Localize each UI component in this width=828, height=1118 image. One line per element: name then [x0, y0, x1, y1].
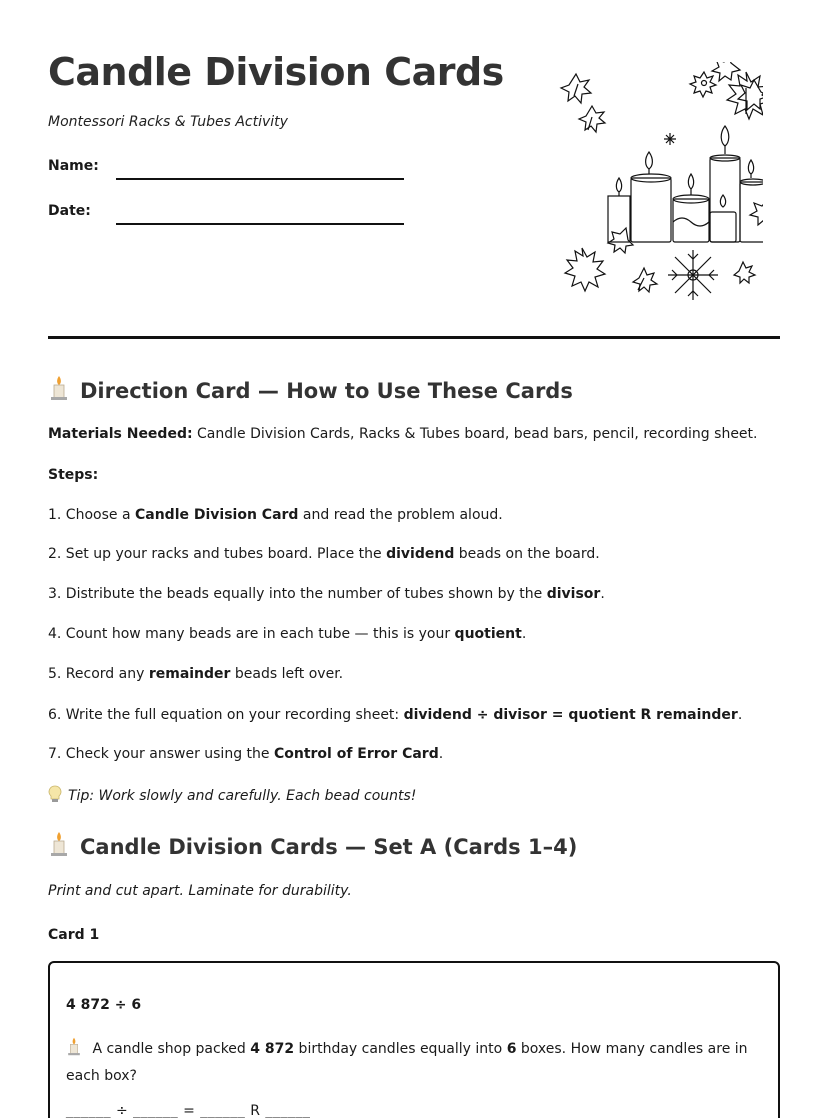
leaf-icon [738, 80, 763, 110]
direction-heading-text: Direction Card — How to Use These Cards [80, 378, 573, 403]
step-text: . [438, 746, 444, 762]
lightbulb-icon [48, 785, 62, 809]
step-text: 3. Distribute the beads equally into the number of tubes shown by the [48, 586, 547, 602]
leaf-icon [561, 74, 591, 103]
step-item [48, 624, 780, 644]
step-text: . [600, 586, 605, 602]
step-text: 7. Check your answer using the [48, 746, 274, 762]
step-item [48, 505, 780, 525]
leaf-icon [750, 200, 763, 225]
step-text: 6. Write the full equation on your recording sheet: [48, 707, 404, 723]
story-number: 4 872 [250, 1041, 295, 1057]
candle-group [608, 126, 763, 242]
story-text: boxes. How many candles are in each box? [66, 1041, 748, 1084]
step-text: beads left over. [230, 666, 344, 682]
step-bold: divisor [546, 586, 601, 602]
set-a-heading [48, 831, 577, 862]
card-word-problem [66, 1037, 766, 1088]
step-item [48, 584, 780, 604]
leaf-icon [633, 268, 657, 292]
leaf-icon [712, 62, 740, 81]
snowflake-icon [664, 133, 676, 145]
card-1-label: Card 1 [48, 927, 100, 943]
step-text: . [737, 707, 743, 723]
materials-label: Materials Needed: [48, 426, 193, 442]
step-item [48, 705, 780, 725]
step-bold: Control of Error Card [273, 746, 439, 762]
set-a-heading-text: Candle Division Cards — Set A (Cards 1–4) [80, 834, 578, 859]
leaf-icon [579, 106, 605, 132]
candles-illustration [518, 62, 763, 307]
date-label: Date: [48, 203, 91, 219]
step-item [48, 744, 780, 764]
division-card-1 [48, 961, 780, 1118]
name-label: Name: [48, 158, 99, 174]
flower-icon [690, 72, 716, 97]
step-item [48, 664, 780, 684]
tip-line [48, 785, 780, 809]
card-equation: 4 872 ÷ 6 [66, 997, 142, 1013]
materials-text: Candle Division Cards, Racks & Tubes board, bead bars, pencil, recording sheet. [192, 426, 758, 442]
step-bold: quotient [454, 626, 522, 642]
candle-emoji-icon [66, 1037, 82, 1064]
print-note: Print and cut apart. Laminate for durability. [48, 883, 352, 899]
page-title: Candle Division Cards [48, 50, 504, 94]
step-bold: dividend ÷ divisor = quotient R remainder [403, 707, 738, 723]
header-divider [48, 336, 780, 339]
maple-leaf-icon [727, 72, 763, 119]
candle-emoji-icon [48, 831, 70, 862]
leaf-icon [608, 228, 633, 253]
step-text: 1. Choose a [48, 507, 135, 523]
step-text: and read the problem aloud. [298, 507, 503, 523]
leaf-icon [734, 262, 755, 283]
story-text: A candle shop packed [88, 1041, 251, 1057]
snowflake-icon [668, 250, 718, 300]
step-text: 4. Count how many beads are in each tube — this is your [48, 626, 455, 642]
materials-line [48, 424, 780, 444]
story-number: 6 [506, 1041, 517, 1057]
step-bold: Candle Division Card [134, 507, 299, 523]
tip-text: Tip: Work slowly and carefully. Each bead counts! [68, 788, 417, 804]
step-text: 5. Record any [48, 666, 149, 682]
step-text: . [521, 626, 527, 642]
story-text: birthday candles equally into [294, 1041, 507, 1057]
step-bold: remainder [148, 666, 231, 682]
step-text: 2. Set up your racks and tubes board. Place the [48, 546, 387, 562]
step-item [48, 544, 780, 564]
steps-label: Steps: [48, 467, 99, 483]
date-write-line [116, 223, 404, 225]
maple-leaf-icon [565, 248, 605, 291]
candle-emoji-icon [48, 375, 70, 406]
direction-card-heading [48, 375, 573, 406]
step-text: beads on the board. [454, 546, 600, 562]
name-write-line [116, 178, 404, 180]
answer-blanks: ______ ÷ ______ = ______ R ______ [66, 1103, 311, 1118]
page-subtitle: Montessori Racks & Tubes Activity [48, 114, 288, 130]
step-bold: dividend [386, 546, 455, 562]
